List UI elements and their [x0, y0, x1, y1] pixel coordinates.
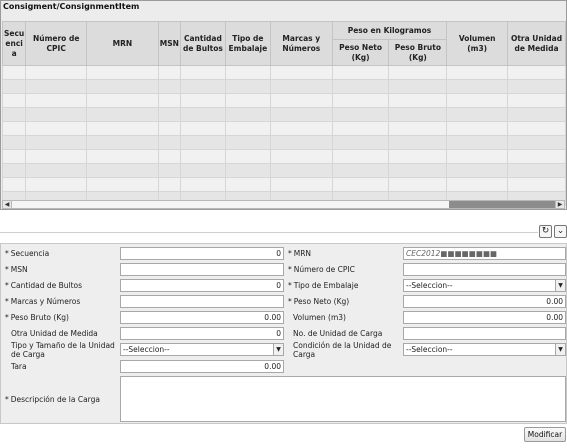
label-tipo-tamano: Tipo y Tamaño de la Unidad de Carga [11, 341, 115, 359]
grid-title: Consigment/ConsignmentItem [3, 2, 140, 11]
chevron-down-icon[interactable]: ▼ [555, 280, 565, 291]
grid-horizontal-scrollbar[interactable] [2, 200, 565, 209]
label-peso-bruto: * Peso Bruto (Kg) [5, 313, 69, 322]
table-row [3, 136, 566, 150]
scrollbar-thumb[interactable] [449, 201, 556, 208]
table-row [3, 80, 566, 94]
tipo-tamano-select[interactable] [120, 343, 284, 356]
marcas-field[interactable] [120, 295, 284, 308]
chevron-down-icon[interactable]: ▼ [555, 344, 565, 355]
embalaje-select-value: --Seleccion-- [406, 281, 453, 290]
table-row [3, 66, 566, 80]
col-header-marcas[interactable]: Marcas y Números [270, 22, 332, 66]
label-secuencia: * Secuencia [5, 249, 50, 258]
label-mrn: * MRN [288, 249, 312, 258]
col-header-bultos[interactable]: Cantidad de Bultos [180, 22, 225, 66]
descripcion-textarea[interactable] [120, 376, 566, 422]
scroll-right-icon[interactable]: ▶ [555, 201, 564, 208]
modify-button[interactable]: Modificar [524, 427, 566, 442]
chevron-down-icon[interactable]: ⌄ [554, 225, 567, 238]
table-row [3, 150, 566, 164]
chevron-down-icon[interactable]: ▼ [273, 344, 283, 355]
label-bultos: * Cantidad de Bultos [5, 281, 83, 290]
label-descripcion: * Descripción de la Carga [5, 395, 100, 404]
label-embalaje: * Tipo de Embalaje [288, 281, 359, 290]
label-msn: * MSN [5, 265, 28, 274]
peso-bruto-field[interactable]: 0.00 [120, 311, 284, 324]
col-header-embalaje[interactable]: Tipo de Embalaje [225, 22, 270, 66]
label-tara: Tara [11, 362, 27, 371]
col-header-volumen[interactable]: Volumen (m3) [447, 22, 508, 66]
col-group-peso: Peso en Kilogramos [332, 22, 447, 40]
col-header-otra-unidad[interactable]: Otra Unidad de Medida [508, 22, 566, 66]
table-row [3, 122, 566, 136]
label-otra-unidad: Otra Unidad de Medida [11, 329, 98, 338]
col-header-peso-bruto[interactable]: Peso Bruto (Kg) [389, 40, 447, 66]
label-no-unidad-carga: No. de Unidad de Carga [293, 329, 383, 338]
refresh-icon[interactable]: ↻ [539, 225, 552, 238]
col-header-msn[interactable]: MSN [158, 22, 180, 66]
condicion-select[interactable] [403, 343, 566, 356]
consignment-item-form [0, 243, 567, 424]
table-row [3, 164, 566, 178]
cpic-field[interactable] [403, 263, 566, 276]
consignment-item-grid [0, 0, 567, 210]
embalaje-select[interactable] [403, 279, 566, 292]
table-row [3, 108, 566, 122]
label-peso-neto: * Peso Neto (Kg) [288, 297, 350, 306]
peso-neto-field[interactable]: 0.00 [403, 295, 566, 308]
tara-field[interactable]: 0.00 [120, 360, 284, 373]
condicion-select-value: --Seleccion-- [406, 345, 453, 354]
label-cpic: * Número de CPIC [288, 265, 355, 274]
scroll-left-icon[interactable]: ◀ [3, 201, 12, 208]
label-volumen: Volumen (m3) [293, 313, 346, 322]
mrn-field[interactable]: CEC2012■■■■■■■■ [403, 247, 566, 260]
col-header-mrn[interactable]: MRN [87, 22, 159, 66]
msn-field[interactable] [120, 263, 284, 276]
consignment-item-table [2, 21, 566, 206]
no-unidad-carga-field[interactable] [403, 327, 566, 340]
secuencia-field[interactable]: 0 [120, 247, 284, 260]
volumen-field[interactable]: 0.00 [403, 311, 566, 324]
tipo-tamano-select-value: --Seleccion-- [123, 345, 170, 354]
col-header-cpic[interactable]: Número de CPIC [26, 22, 87, 66]
section-divider [0, 232, 538, 233]
col-header-secuencia[interactable]: Secu enci a [3, 22, 26, 66]
otra-unidad-field[interactable]: 0 [120, 327, 284, 340]
bultos-field[interactable]: 0 [120, 279, 284, 292]
table-row [3, 178, 566, 192]
label-marcas: * Marcas y Números [5, 297, 81, 306]
label-condicion: Condición de la Unidad de Carga [293, 341, 392, 359]
col-header-peso-neto[interactable]: Peso Neto (Kg) [332, 40, 389, 66]
table-row [3, 94, 566, 108]
grid-body [3, 66, 566, 206]
